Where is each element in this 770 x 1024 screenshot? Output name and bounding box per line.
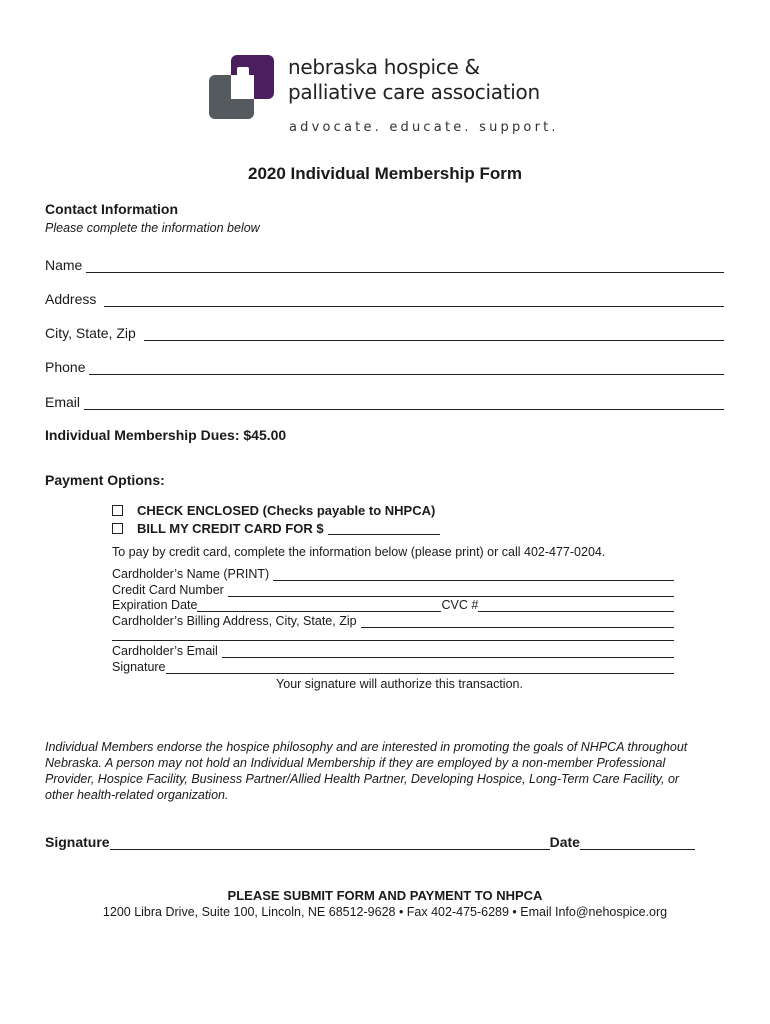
email-field[interactable] [45,390,724,410]
logo-name [288,55,540,105]
card-signature-field[interactable] [112,659,674,674]
credit-card-amount-line[interactable] [328,522,440,535]
payment-heading: Payment Options: [45,472,165,488]
signature-label: Signature [45,834,110,850]
cvc-label: CVC # [441,598,479,612]
cardholder-email-field[interactable] [112,643,674,658]
billing-address-line[interactable] [361,614,674,628]
billing-address-label: Cardholder’s Billing Address, City, State, Zip [112,614,357,628]
membership-note: Individual Members endorse the hospice philosophy and are interested in promoting the goals of NHPCA throughout Nebraska. A person may not hold an Individual Membership if they are employed by a non-member Professional Provider, Hospice Facility, Business Partner/Allied Health Partner, Developing Hospice, Long-Term Care Facility, or other health-related organization. [45,740,688,802]
check-enclosed-option[interactable] [112,503,435,518]
address-label: Address [45,291,97,307]
logo [208,53,278,121]
check-enclosed-checkbox[interactable] [112,505,123,516]
page-title: 2020 Individual Membership Form [248,164,522,183]
credit-card-option[interactable] [112,521,440,536]
cardholder-name-line[interactable] [273,567,674,581]
dues-label: Individual Membership Dues: $45.00 [45,427,287,443]
card-number-label: Credit Card Number [112,583,224,597]
expiration-label: Expiration Date [112,598,198,612]
address-field[interactable] [45,287,724,307]
phone-label: Phone [45,359,86,375]
logo-line-1: nebraska hospice & [288,55,480,79]
submit-instruction: PLEASE SUBMIT FORM AND PAYMENT TO NHPCA [227,888,543,903]
card-number-field[interactable] [112,582,674,597]
city-state-zip-label: City, State, Zip [45,325,136,341]
contact-subheading: Please complete the information below [45,221,260,235]
billing-address-field[interactable] [112,613,674,628]
footer-address: 1200 Libra Drive, Suite 100, Lincoln, NE 68512-9628 • Fax 402-475-6289 • Email Info@nehospice.org [102,905,668,919]
cardholder-email-label: Cardholder’s Email [112,644,218,658]
logo-mark-icon [208,53,278,121]
name-label: Name [45,257,83,273]
cardholder-email-line[interactable] [222,644,674,658]
cvc-line[interactable] [478,598,674,612]
phone-line[interactable] [89,361,724,375]
email-label: Email [45,394,81,410]
logo-tagline: advocate. educate. support. [289,120,559,135]
cardholder-name-label: Cardholder’s Name (PRINT) [112,567,270,581]
billing-address-line-2[interactable] [112,640,674,641]
signature-line[interactable] [110,836,550,850]
city-state-zip-field[interactable] [45,321,724,341]
card-signature-label: Signature [112,660,166,674]
phone-field[interactable] [45,355,724,375]
signature-date-row[interactable] [45,834,695,850]
card-number-line[interactable] [228,583,674,597]
expiration-line[interactable] [197,598,441,612]
date-label: Date [549,834,580,850]
city-state-zip-line[interactable] [144,327,724,341]
email-line[interactable] [84,396,724,410]
expiration-cvc-field[interactable] [112,597,674,612]
address-line[interactable] [104,293,724,307]
cardholder-name-field[interactable] [112,566,674,581]
authorize-note: Your signature will authorize this transaction. [276,677,523,691]
card-signature-line[interactable] [166,660,674,674]
credit-card-label: BILL MY CREDIT CARD FOR $ [137,521,324,536]
logo-line-2: palliative care association [288,80,540,104]
date-line[interactable] [580,836,695,850]
name-line[interactable] [86,259,724,273]
credit-card-instruction: To pay by credit card, complete the information below (please print) or call 402-477-0204. [112,545,606,559]
name-field[interactable] [45,253,724,273]
credit-card-checkbox[interactable] [112,523,123,534]
check-enclosed-label: CHECK ENCLOSED (Checks payable to NHPCA) [137,503,436,518]
contact-heading: Contact Information [45,201,178,217]
